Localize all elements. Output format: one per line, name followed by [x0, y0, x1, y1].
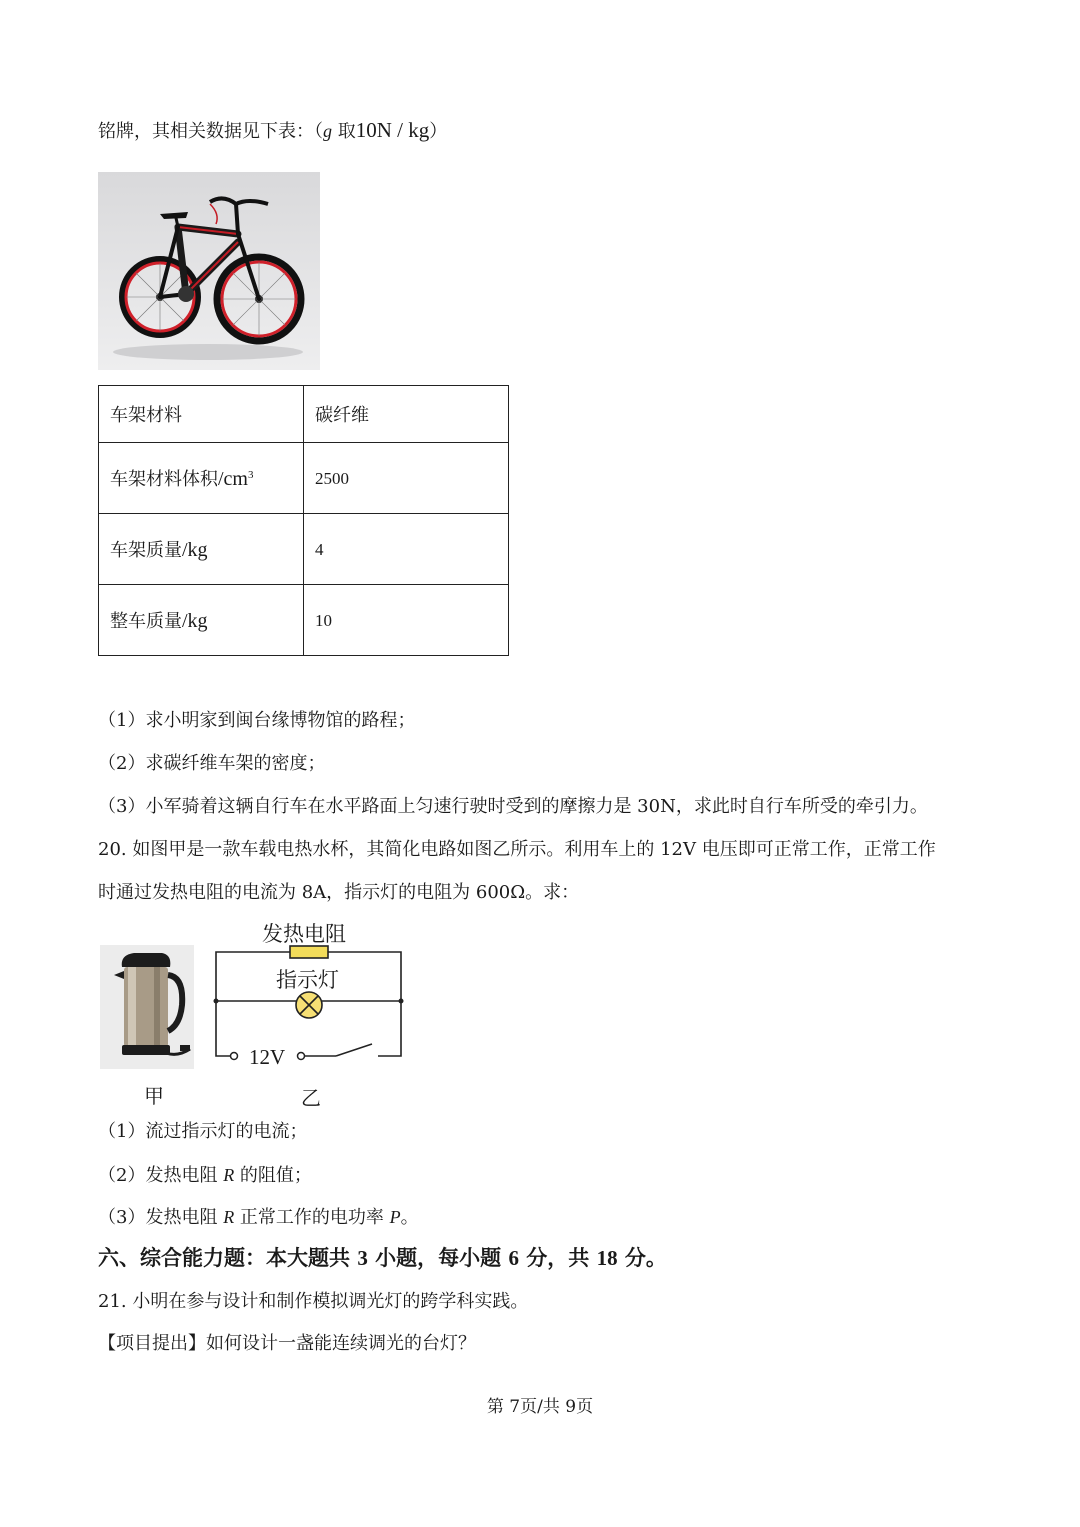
spec-value: 2500 — [304, 443, 509, 514]
figure-label-yi: 乙 — [301, 1086, 321, 1110]
q21-project-line: 【项目提出】如何设计一盏能连续调光的台灯？ — [98, 1333, 476, 1354]
q19-sub3: （3）小军骑着这辆自行车在水平路面上匀速行驶时受到的摩擦力是 30N，求此时自行车所受的牵引力。 — [98, 796, 928, 817]
intro-mid: 取 — [332, 121, 356, 142]
lamp-label: 指示灯 — [276, 968, 339, 992]
page-footer: 第 7页/共 9页 — [486, 1397, 594, 1417]
unit: /kg — [182, 610, 208, 632]
spec-value: 碳纤维 — [304, 386, 509, 443]
table-row — [99, 386, 509, 443]
spec-label: 车架质量/kg — [99, 514, 304, 585]
intro-line — [98, 118, 447, 144]
resistance-symbol: R — [223, 1165, 235, 1185]
table-row — [99, 514, 509, 585]
q20-sub1: （1）流过指示灯的电流； — [98, 1121, 308, 1142]
unit: /kg — [182, 539, 208, 561]
q20-sub3: （3）发热电阻 R 正常工作的电功率 P。 — [98, 1207, 419, 1228]
q20-stem-line2: 时通过发热电阻的电流为 8A，指示灯的电阻为 600Ω。求： — [98, 882, 580, 903]
unit-exponent: 3 — [248, 469, 254, 481]
q19-sub1: （1）求小明家到闽台缘博物馆的路程； — [98, 710, 416, 731]
section-heading: 六、综合能力题：本大题共 3 小题，每小题 6 分，共 18 分。 — [98, 1245, 667, 1270]
spec-label: 车架材料 — [99, 386, 304, 443]
figure-label-jia: 甲 — [144, 1084, 164, 1108]
table-row — [99, 585, 509, 656]
q20-stem-line1: 20. 如图甲是一款车载电热水杯，其简化电路如图乙所示。利用车上的 12V 电压即可正常工作，正常工作 — [98, 839, 936, 860]
intro-close: ） — [429, 121, 448, 142]
resistance-symbol: R — [223, 1207, 235, 1227]
q19-sub2: （2）求碳纤维车架的密度； — [98, 753, 326, 774]
power-symbol: P — [389, 1207, 401, 1227]
g-value: 10N / kg — [355, 118, 430, 142]
table-row — [99, 443, 509, 514]
spec-label: 车架材料体积$/cm^3$ — [99, 443, 304, 514]
intro-text: 铭牌，其相关数据见下表：（ — [98, 121, 323, 142]
resistor-label: 发热电阻 — [262, 922, 346, 946]
spec-table — [98, 385, 509, 656]
g-symbol: g — [323, 121, 332, 141]
bicycle-image — [98, 172, 320, 370]
voltage-label: 12V — [249, 1045, 286, 1069]
spec-value: 4 — [304, 514, 509, 585]
q20-sub2: （2）发热电阻 R 的阻值； — [98, 1165, 312, 1186]
spec-label: 整车质量/kg — [99, 585, 304, 656]
unit: /cm — [218, 468, 248, 490]
spec-value: 10 — [304, 585, 509, 656]
kettle-image — [100, 945, 194, 1069]
q21-stem: 21. 小明在参与设计和制作模拟调光灯的跨学科实践。 — [98, 1291, 529, 1312]
